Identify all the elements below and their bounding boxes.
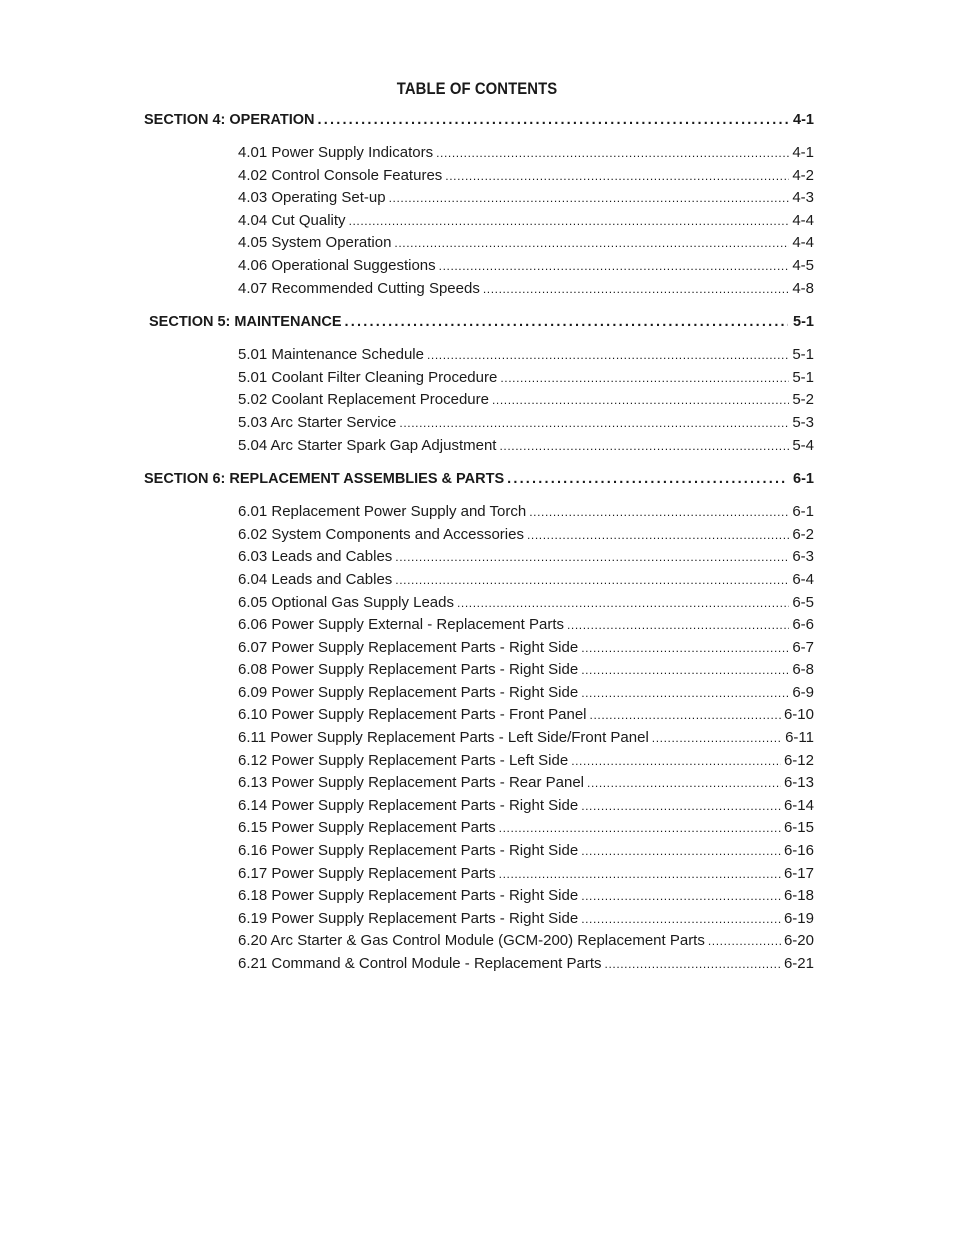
toc-entry-list (238, 503, 814, 977)
toc-entry-page: 6-2 (792, 525, 814, 543)
toc-entry-title: 6.10 Power Supply Replacement Parts - Front Panel (238, 706, 587, 724)
dot-leader (567, 618, 789, 632)
toc-entry-title: 6.15 Power Supply Replacement Parts (238, 819, 496, 837)
toc-entry-title: 6.18 Power Supply Replacement Parts - Right Side (238, 887, 579, 905)
toc-entry-page: 6-7 (792, 638, 814, 656)
toc-entry-title: 6.13 Power Supply Replacement Parts - Rear Panel (238, 774, 585, 792)
section-heading-row[interactable] (149, 314, 814, 336)
toc-entry-title: 4.01 Power Supply Indicators (238, 144, 434, 161)
dot-leader (395, 550, 789, 564)
toc-entry-page: 6-8 (792, 661, 814, 679)
dot-leader (439, 259, 790, 273)
toc-entry[interactable] (238, 774, 814, 797)
section-heading-row[interactable] (144, 471, 814, 493)
toc-entry-page: 6-1 (792, 503, 814, 521)
toc-entry-title: 6.21 Command & Control Module - Replacement Parts (238, 955, 602, 972)
toc-entry-title: 5.02 Coolant Replacement Procedure (238, 391, 489, 409)
dot-leader (499, 867, 781, 881)
dot-leader (457, 596, 789, 610)
toc-entry[interactable] (238, 639, 814, 662)
toc-entry-page: 6-10 (783, 706, 814, 724)
toc-entry-title: 6.09 Power Supply Replacement Parts - Right Side (238, 683, 579, 701)
toc-entry-list (238, 346, 814, 459)
toc-entry-page: 6-11 (785, 729, 814, 747)
toc-entry-title: 6.01 Replacement Power Supply and Torch (238, 503, 527, 521)
toc-entry-page: 6-21 (783, 955, 814, 972)
toc-entry[interactable] (238, 661, 814, 684)
toc-entry[interactable] (238, 548, 814, 571)
toc-entry-page: 4-1 (792, 144, 814, 161)
toc-entry-title: 6.04 Leads and Cables (238, 570, 393, 588)
section-heading-row[interactable] (144, 112, 814, 134)
toc-entry[interactable] (238, 391, 814, 414)
toc-entry-title: 4.04 Cut Quality (238, 211, 346, 229)
toc-entry-title: 5.03 Arc Starter Service (238, 413, 397, 431)
toc-entry[interactable] (238, 865, 814, 888)
section-page-number: 5-1 (793, 314, 814, 331)
toc-entry-page: 4-3 (792, 189, 814, 207)
dot-leader (499, 821, 781, 835)
toc-entry-page: 6-18 (783, 887, 814, 905)
dot-leader (399, 416, 789, 430)
toc-entry-title: 5.01 Maintenance Schedule (238, 346, 424, 364)
dot-leader (529, 505, 789, 519)
toc-entry[interactable] (238, 706, 814, 729)
toc-entry[interactable] (238, 437, 814, 460)
dot-leader (499, 439, 789, 453)
toc-entry-page: 6-12 (783, 751, 814, 769)
toc-entry[interactable] (238, 167, 814, 190)
toc-entry-page: 5-4 (792, 436, 814, 454)
dot-leader (590, 708, 781, 722)
dot-leader (605, 957, 781, 971)
toc-entry-title: 6.12 Power Supply Replacement Parts - Left Side (238, 751, 569, 769)
toc-entry-title: 4.07 Recommended Cutting Speeds (238, 279, 480, 297)
toc-entry-title: 6.19 Power Supply Replacement Parts - Right Side (238, 909, 579, 927)
dot-leader (581, 912, 781, 926)
toc-entry-list (238, 144, 814, 302)
toc-entry-title: 6.03 Leads and Cables (238, 548, 393, 566)
page-title: TABLE OF CONTENTS (396, 80, 558, 98)
toc-entry[interactable] (238, 280, 814, 303)
dot-leader (395, 573, 789, 587)
dot-leader (581, 686, 789, 700)
toc-entry-title: 6.11 Power Supply Replacement Parts - Left Side/Front Panel (238, 729, 649, 747)
toc-entry[interactable] (238, 842, 814, 865)
toc-entry[interactable] (238, 616, 814, 639)
toc-entry-page: 6-3 (792, 548, 814, 566)
toc-entry-title: 4.05 System Operation (238, 234, 392, 252)
toc-entry-page: 6-6 (792, 616, 814, 634)
dot-leader (581, 799, 781, 813)
dot-leader (652, 731, 782, 745)
dot-leader (349, 214, 790, 228)
toc-entry-page: 5-3 (792, 413, 814, 431)
toc-entry-page: 4-2 (792, 166, 814, 184)
dot-leader (394, 236, 789, 250)
dot-leader (436, 146, 789, 160)
table-of-contents (144, 112, 814, 990)
toc-entry-title: 6.16 Power Supply Replacement Parts - Right Side (238, 842, 579, 860)
dot-leader (492, 393, 789, 407)
toc-entry[interactable] (238, 684, 814, 707)
toc-entry-title: 6.08 Power Supply Replacement Parts - Right Side (238, 661, 579, 679)
dot-leader (581, 844, 781, 858)
toc-entry[interactable] (238, 212, 814, 235)
dot-leader (483, 282, 789, 296)
toc-section-maintenance (144, 314, 814, 459)
toc-entry-page: 4-4 (792, 234, 814, 252)
dot-leader (587, 776, 781, 790)
toc-entry[interactable] (238, 144, 814, 167)
toc-entry-title: 4.06 Operational Suggestions (238, 256, 436, 274)
toc-entry-page: 6-5 (792, 593, 814, 611)
toc-entry[interactable] (238, 234, 814, 257)
dot-leader (581, 663, 789, 677)
toc-entry-title: 6.06 Power Supply External - Replacement Parts (238, 616, 564, 634)
toc-entry-page: 5-2 (792, 391, 814, 409)
toc-entry[interactable] (238, 797, 814, 820)
toc-entry[interactable] (238, 955, 814, 978)
toc-entry[interactable] (238, 189, 814, 212)
toc-entry-title: 6.17 Power Supply Replacement Parts (238, 864, 496, 882)
toc-entry-title: 5.04 Arc Starter Spark Gap Adjustment (238, 436, 497, 454)
section-heading: SECTION 4: OPERATION (144, 112, 315, 128)
toc-entry[interactable] (238, 887, 814, 910)
dot-leader (500, 371, 789, 385)
toc-entry[interactable] (238, 752, 814, 775)
toc-entry[interactable] (238, 346, 814, 369)
toc-entry[interactable] (238, 932, 814, 955)
toc-entry[interactable] (238, 571, 814, 594)
toc-entry[interactable] (238, 369, 814, 392)
toc-entry-title: 4.03 Operating Set-up (238, 189, 386, 207)
toc-entry-page: 5-1 (792, 346, 814, 364)
dot-leader (581, 641, 789, 655)
toc-entry[interactable] (238, 729, 814, 752)
dot-leader (389, 191, 790, 205)
toc-entry-page: 6-19 (783, 909, 814, 927)
toc-entry-page: 6-20 (783, 932, 814, 950)
toc-entry-page: 6-15 (783, 819, 814, 837)
dot-leader (318, 112, 789, 128)
toc-section-operation (144, 112, 814, 302)
toc-entry-page: 6-16 (783, 842, 814, 860)
toc-entry[interactable] (238, 910, 814, 933)
toc-entry-page: 6-9 (792, 683, 814, 701)
toc-entry-title: 6.05 Optional Gas Supply Leads (238, 593, 454, 611)
toc-entry-title: 6.20 Arc Starter & Gas Control Module (GCM-200) Replacement Parts (238, 932, 705, 950)
section-heading: SECTION 5: MAINTENANCE (149, 314, 342, 331)
dot-leader (507, 471, 788, 487)
toc-entry[interactable] (238, 503, 814, 526)
dot-leader (427, 348, 789, 362)
dot-leader (581, 889, 781, 903)
dot-leader (345, 314, 788, 330)
toc-entry-title: 6.02 System Components and Accessories (238, 525, 524, 543)
toc-section-replacement-parts (144, 471, 814, 977)
dot-leader (571, 754, 781, 768)
toc-entry-title: 5.01 Coolant Filter Cleaning Procedure (238, 368, 498, 386)
dot-leader (445, 169, 789, 183)
section-page-number: 6-1 (793, 471, 814, 488)
toc-entry-page: 6-14 (783, 796, 814, 814)
section-page-number: 4-1 (793, 112, 814, 128)
toc-entry[interactable] (238, 819, 814, 842)
section-heading: SECTION 6: REPLACEMENT ASSEMBLIES & PARTS (144, 471, 505, 488)
toc-entry[interactable] (238, 594, 814, 617)
dot-leader (527, 528, 789, 542)
toc-entry[interactable] (238, 257, 814, 280)
toc-entry-page: 5-1 (792, 368, 814, 386)
dot-leader (708, 934, 781, 948)
toc-entry-page: 4-4 (792, 211, 814, 229)
toc-entry-title: 6.07 Power Supply Replacement Parts - Right Side (238, 638, 579, 656)
toc-entry[interactable] (238, 414, 814, 437)
toc-entry[interactable] (238, 526, 814, 549)
toc-entry-page: 6-13 (783, 774, 814, 792)
toc-entry-title: 6.14 Power Supply Replacement Parts - Right Side (238, 796, 579, 814)
toc-entry-page: 6-17 (783, 864, 814, 882)
toc-entry-title: 4.02 Control Console Features (238, 166, 443, 184)
toc-entry-page: 6-4 (792, 570, 814, 588)
toc-entry-page: 4-8 (792, 279, 814, 297)
toc-entry-page: 4-5 (792, 256, 814, 274)
